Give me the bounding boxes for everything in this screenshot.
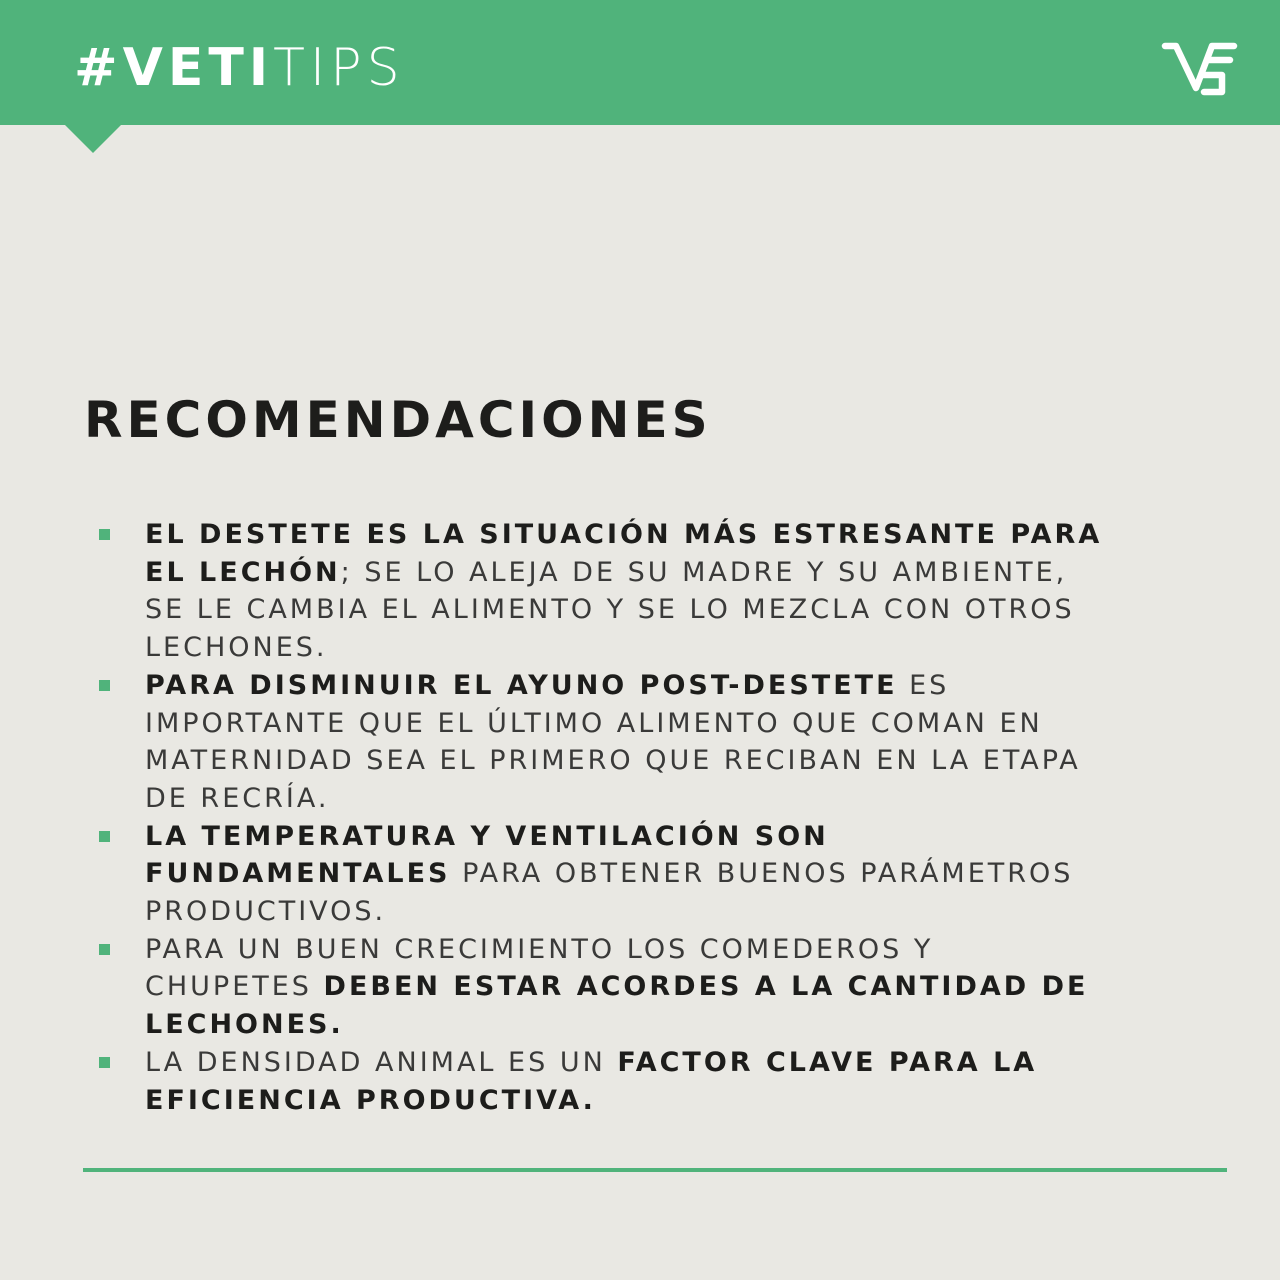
item-bold-text: DEBEN ESTAR ACORDES A LA CANTIDAD DE LECHONES. [145, 971, 1089, 1041]
bullet-square-icon [99, 680, 110, 691]
footer-divider [83, 1168, 1227, 1172]
list-item [96, 516, 1106, 667]
brand-hashtag-light: TIPS [273, 38, 405, 98]
brand-hashtag [74, 38, 405, 98]
brand-hashtag-bold: #VETI [74, 38, 274, 98]
bullet-square-icon [99, 831, 110, 842]
bullet-square-icon [99, 1057, 110, 1068]
page-title: RECOMENDACIONES [84, 391, 712, 449]
header-notch [64, 124, 122, 153]
item-text: PARA OBTENER BUENOS PARÁMETROS PRODUCTIVOS. [145, 858, 1074, 928]
vf-logo-icon [1160, 38, 1240, 100]
list-item [96, 818, 1106, 931]
recommendations-list [96, 516, 1106, 1119]
item-text: PARA UN BUEN CRECIMIENTO LOS COMEDEROS Y CHUPETES [145, 933, 934, 1003]
item-bold-text: FACTOR CLAVE PARA LA EFICIENCIA PRODUCTIVA. [145, 1046, 1038, 1116]
list-item [96, 667, 1106, 818]
bullet-square-icon [99, 529, 110, 540]
item-text: ; SE LO ALEJA DE SU MADRE Y SU AMBIENTE, SE LE CAMBIA EL ALIMENTO Y SE LO MEZCLA CON OTROS LECHONES. [145, 556, 1075, 664]
item-text: LA DENSIDAD ANIMAL ES UN [145, 1046, 618, 1078]
item-bold-text: PARA DISMINUIR EL AYUNO POST-DESTETE [145, 669, 898, 701]
item-text: ES IMPORTANTE QUE EL ÚLTIMO ALIMENTO QUE COMAN EN MATERNIDAD SEA EL PRIMERO QUE RECIBAN EN LA ETAPA DE RECRÍA. [145, 669, 1081, 814]
item-bold-text: LA TEMPERATURA Y VENTILACIÓN SON FUNDAMENTALES [145, 820, 829, 890]
bullet-square-icon [99, 944, 110, 955]
item-bold-text: EL DESTETE ES LA SITUACIÓN MÁS ESTRESANTE PARA EL LECHÓN [145, 519, 1103, 588]
list-item [96, 931, 1106, 1044]
list-item [96, 1044, 1106, 1119]
header-bar [0, 0, 1280, 125]
